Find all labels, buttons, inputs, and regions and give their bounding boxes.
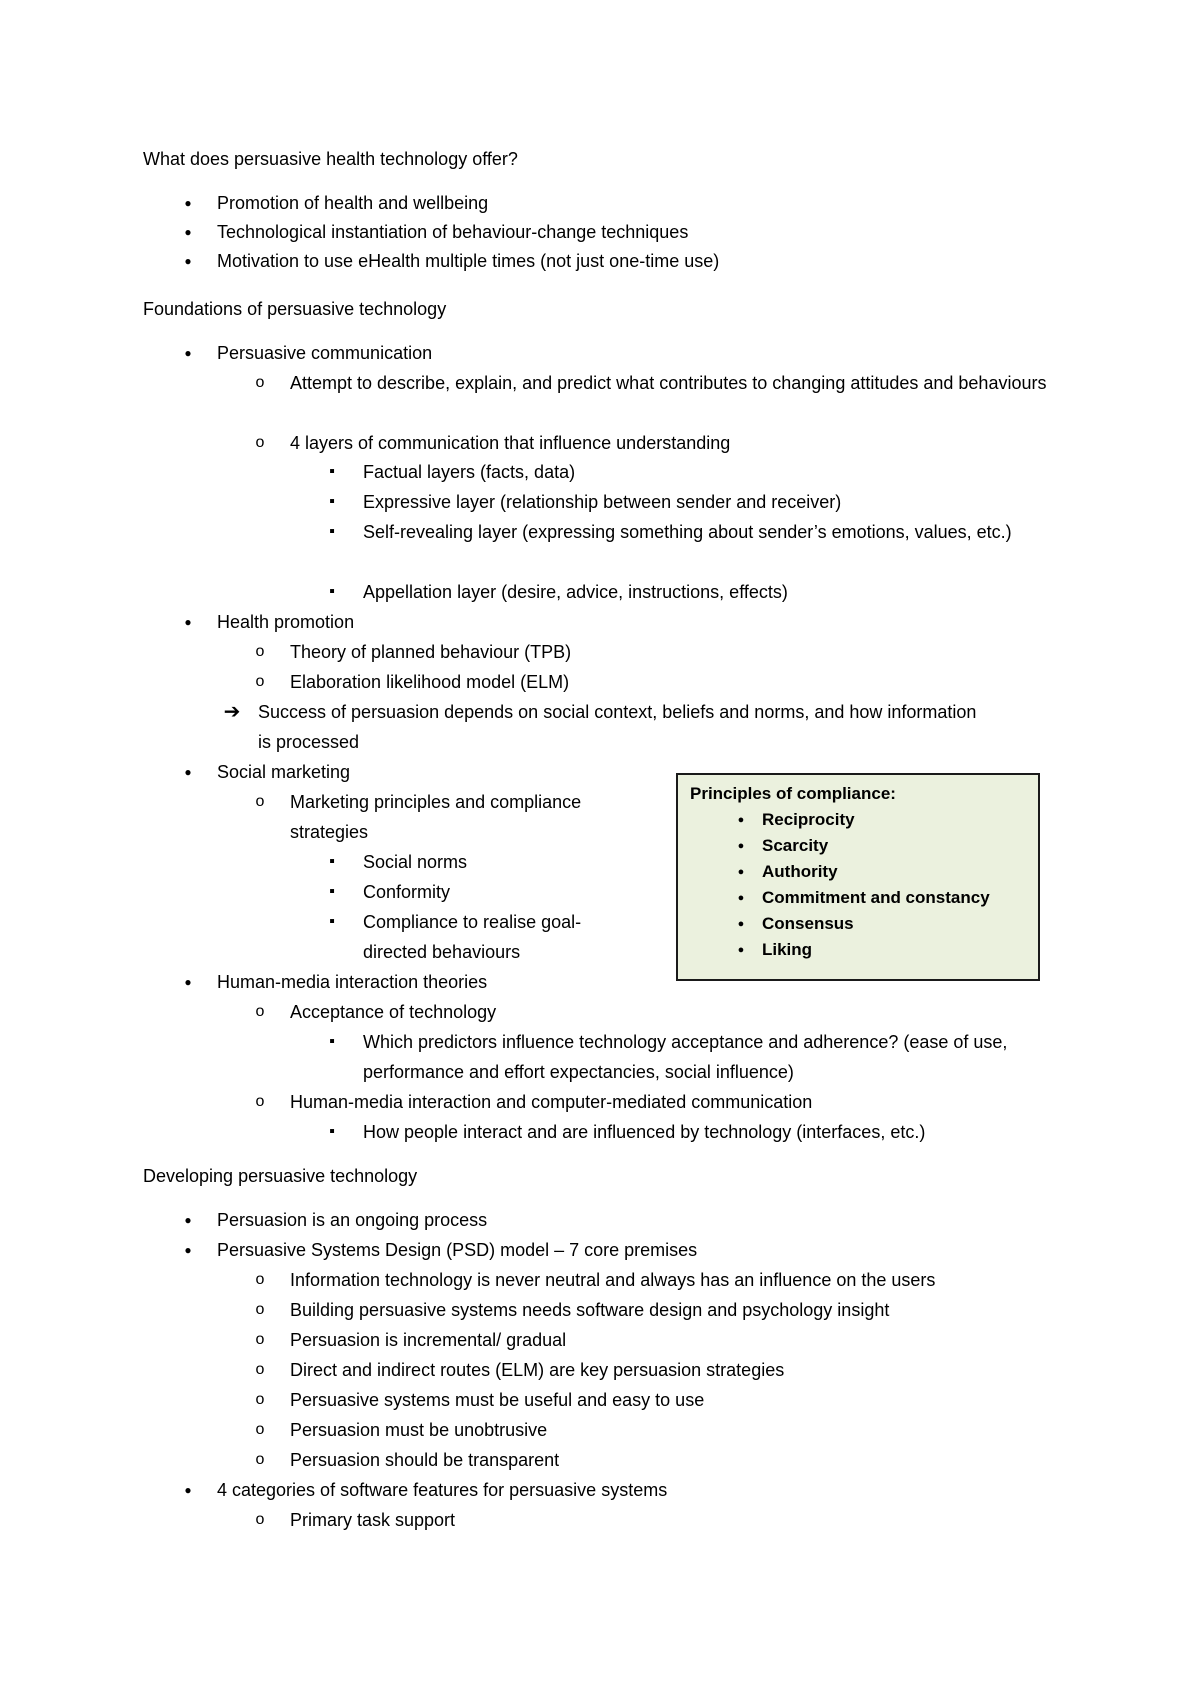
bullet-square-icon (312, 907, 352, 937)
callout-item: Liking (762, 940, 813, 959)
bullet-disc-icon: ● (737, 840, 745, 852)
bullet-circle-icon (240, 1087, 280, 1117)
offer-heading: What does persuasive health technology offer? (143, 149, 518, 169)
callout-item: Reciprocity (762, 810, 855, 829)
callout-title: Principles of compliance: (690, 784, 896, 803)
bullet-disc-icon (168, 217, 208, 247)
bullet-circle-icon (240, 1355, 280, 1385)
bullet-square-icon (312, 457, 352, 487)
compliance-callout-box (676, 773, 1040, 981)
bullet-circle-icon (240, 1385, 280, 1415)
foundations-heading: Foundations of persuasive technology (143, 299, 447, 319)
callout-item: Authority (762, 862, 838, 881)
arrow-right-icon (212, 697, 252, 729)
bullet-disc-icon: ● (737, 892, 745, 904)
bullet-disc-icon: ● (737, 944, 745, 956)
bullet-disc-icon: ● (737, 866, 745, 878)
bullet-disc-icon (168, 1475, 208, 1505)
callout-item: Commitment and constancy (762, 888, 990, 907)
bullet-disc-icon: ● (737, 918, 745, 930)
bullet-disc-icon (168, 338, 208, 368)
bullet-circle-icon (240, 787, 280, 817)
bullet-disc-icon (168, 757, 208, 787)
bullet-circle-icon (240, 1325, 280, 1355)
bullet-circle-icon (240, 1445, 280, 1475)
bullet-circle-icon (240, 1415, 280, 1445)
bullet-disc-icon (168, 246, 208, 276)
document-page: What does persuasive health technology offer? ● Promotion of health and wellbeing ● Technological instantiation of behaviour-change techniques ● Motivation to use eHealth multiple times (not just one-time use) Foundations of persuasive technology ● Persuasive communication o Attempt to describe, explain, and predict what contributes to changing attitudes and behaviours o 4 layers of communication that influence understanding ▪ Factual layers (facts, data) ▪ Expressive layer (relationship between sender and receiver) ▪ Self-revealing layer (expressing something about sender’s emotions, values, etc.) ▪ Appellation layer (desire, advice, instructions, effects) ● Health promotion o Theory of planned behaviour (TPB) o Elaboration likelihood model (ELM) ➔ Success of persuasion depends on social context, beliefs and norms, and how information is processed ● Social marketing o Marketing principles and compliance strategies ▪ Social norms ▪ Conformity ▪ Compliance to realise goal-directed behaviours ● Human-media interaction theories o Acceptance of technology ▪ Which predictors influence technology acceptance and adherence? (ease of use, performance and effort expectancies, social influence) o Human-media interaction and computer-mediated communication ▪ How people interact and are influenced by technology (interfaces, etc.) Developing persuasive technology ● Persuasion is an ongoing process ● Persuasive Systems Design (PSD) model – 7 core premises o Information technology is never neutral and always has an influence on the users o Building persuasive systems needs software design and psychology insight o Persuasion is incremental/ gradual o Direct and indirect routes (ELM) are key persuasion strategies o Persuasive systems must be useful and easy to use o Persuasion must be unobtrusive o Persuasion should be transparent ● 4 categories of software features for persuasive systems o Primary task support Principles of compliance: ● Reciprocity ● Scarcity ● Authority ● Commitment and constancy ● Consensus ● Liking (0, 0, 1200, 1698)
bullet-circle-icon (240, 667, 280, 697)
bullet-circle-icon (240, 637, 280, 667)
bullet-circle-icon (240, 997, 280, 1027)
bullet-disc-icon (168, 188, 208, 218)
bullet-circle-icon (240, 1295, 280, 1325)
bullet-circle-icon (240, 1265, 280, 1295)
bullet-circle-icon (240, 368, 280, 398)
bullet-disc-icon (168, 1205, 208, 1235)
callout-item: Scarcity (762, 836, 829, 855)
bullet-square-icon (312, 1027, 352, 1057)
bullet-disc-icon (168, 607, 208, 637)
bullet-circle-icon (240, 1505, 280, 1535)
bullet-disc-icon: ● (737, 814, 745, 826)
bullet-square-icon (312, 877, 352, 907)
bullet-square-icon (312, 517, 352, 547)
bullet-circle-icon (240, 428, 280, 458)
bullet-square-icon (312, 577, 352, 607)
bullet-disc-icon (168, 1235, 208, 1265)
bullet-disc-icon (168, 967, 208, 997)
bullet-square-icon (312, 1117, 352, 1147)
developing-heading: Developing persuasive technology (143, 1166, 418, 1186)
bullet-square-icon (312, 487, 352, 517)
bullet-square-icon (312, 847, 352, 877)
callout-item: Consensus (762, 914, 854, 933)
